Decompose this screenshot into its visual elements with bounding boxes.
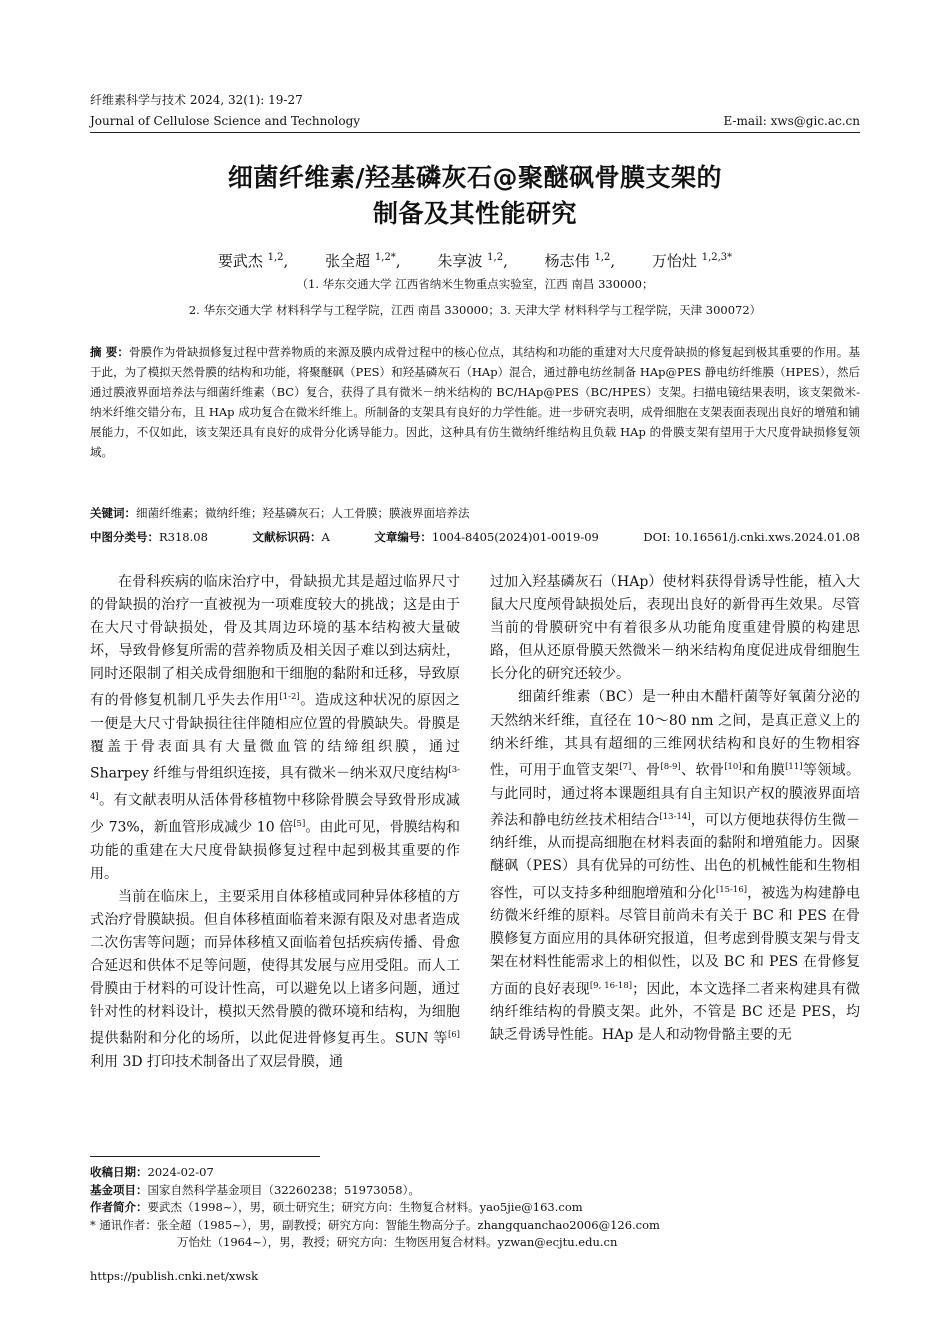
journal-en-name: Journal of Cellulose Science and Technology xyxy=(90,114,361,128)
author-list xyxy=(90,248,860,271)
citation: [3-4] xyxy=(90,765,460,803)
author-info: 作者简介：要武杰（1998~），男，硕士研究生；研究方向：生物复合材料。yao5jie@163.com xyxy=(90,1200,583,1214)
body-column-right xyxy=(490,571,860,1048)
author: 杨志伟 $^{1,2}$, xyxy=(544,252,616,270)
author: 张全超 $^{1,2*}$, xyxy=(325,252,401,270)
body-paragraph: 在骨科疾病的临床治疗中，骨缺损尤其是超过临界尺寸的骨缺损的治疗一直被视为一项难度较大的挑战；这是由于在大尺寸骨缺损处，骨及其周边环境的基本结构被大量破坏，导致骨修复所需的营养物质及相关因子难以到达病灶，同时还限制了相关成骨细胞和干细胞的黏附和迁移，导致原有的骨修复机制几乎失去作用[1-2]。造成这种状况的原因之一便是大尺寸骨缺损往往伴随相应位置的骨膜缺失。骨膜是覆盖于骨表面具有大量微血管的结缔组织膜，通过 Sharpey 纤维与骨组织连接，具有微米－纳米双尺度结构[3-4]。有文献表明从活体骨移植物中移除骨膜会导致骨形成减少 73%，新血管形成减少 10 倍[5]。由此可见，骨膜结构和功能的重建在大尺度骨缺损修复过程中起到极其重要的作用。 xyxy=(90,574,461,882)
doi: DOI: 10.16561/j.cnki.xws.2024.01.08 xyxy=(643,530,860,544)
citation: [6] xyxy=(447,1030,460,1041)
body-paragraph: 细菌纤维素（BC）是一种由木醋杆菌等好氧菌分泌的天然纳米纤维，直径在 10～80 nm 之间，是真正意义上的纳米纤维，其具有超细的三维网状结构和良好的生物相容性，可用于血管支架[7]、骨[8-9]、软骨[10]和角膜[11]等领域。与此同时，通过将本课题组具有自主知识产权的膜液界面培养法和静电纺丝技术相结合[13-14]，可以方便地获得仿生微－纳纤维，从而提高细胞在材料表面的黏附和增殖能力。因聚醚砜（PES）具有优异的可纺性、出色的机械性能和生物相容性，可以支持多种细胞增殖和分化[15-16]，被选为构建静电纺微米纤维的原料。尽管目前尚未有关于 BC 和 PES 在骨膜修复方面应用的具体研究报道，但考虑到骨膜支架与骨支架在材料性能需求上的相似性，以及 BC 和 PES 在骨修复方面的良好表现[9, 16-18]；因此，本文选择二者来构建具有微纳纤维结构的骨膜支架。此外，不管是 BC 还是 PES，均缺乏骨诱导性能。HAp 是人和动物骨骼主要的无 xyxy=(490,689,861,1044)
paper-title xyxy=(90,160,860,232)
fund-info: 基金项目：国家自然科学基金项目（32260238；51973058）。 xyxy=(90,1182,420,1197)
author: 万怡灶 $^{1,2,3*}$ xyxy=(651,252,733,270)
citation: [13-14] xyxy=(659,811,691,822)
citation: [9, 16-18] xyxy=(589,980,633,991)
journal-issue: 2024, 32(1): 19-27 xyxy=(189,93,303,107)
corresponding-author-2: 万怡灶（1964~），男，教授；研究方向：生物医用复合材料。yzwan@ecjtu.edu.cn xyxy=(177,1235,618,1249)
header-rule xyxy=(90,132,860,133)
journal-cn-name: 纤维素科学与技术 xyxy=(90,93,187,107)
journal-email: E-mail: xws@gic.ac.cn xyxy=(723,114,860,128)
affiliation-line-2: 2. 华东交通大学 材料科学与工程学院，江西 南昌 330000；3. 天津大学 材料科学与工程学院，天津 300072） xyxy=(188,303,762,317)
footer-url[interactable]: https://publish.cnki.net/xwsk xyxy=(90,1269,259,1283)
citation: [10] xyxy=(724,761,742,772)
abstract xyxy=(90,342,860,462)
author: 朱享波 $^{1,2}$, xyxy=(437,252,508,270)
citation: [11] xyxy=(785,761,803,772)
keywords-label: 关键词： xyxy=(90,506,136,520)
abstract-text: 骨膜作为骨缺损修复过程中营养物质的来源及膜内成骨过程中的核心位点，其结构和功能的重建对大尺度骨缺损的修复起到极其重要的作用。基于此，为了模拟天然骨膜的结构和功能，将聚醚砜（PES）和羟基磷灰石（HAp）混合，通过静电纺丝制备 HAp@PES 静电纺纤维膜（HPES），然后通过膜液界面培养法与细菌纤维素（BC）复合，获得了具有微米－纳米结构的 BC/HAp@PES（BC/HPES）支架。扫描电镜结果表明，该支架微米-纳米纤维交错分布，且 HAp 成功复合在微米纤维上。所制备的支架具有良好的力学性能。进一步研究表明，成骨细胞在支架表面表现出良好的增殖和铺展能力，不仅如此，该支架还具有良好的成骨分化诱导能力。因此，这种具有仿生微纳纤维结构且负载 HAp 的骨膜支架有望用于大尺度骨缺损修复领域。 xyxy=(90,345,860,459)
keywords-text: 细菌纤维素；微纳纤维；羟基磷灰石；人工骨膜；膜液界面培养法 xyxy=(136,506,470,520)
citation: [15-16] xyxy=(715,884,748,895)
body-column-left xyxy=(90,571,460,1074)
citation: [1-2] xyxy=(279,692,300,703)
body-paragraph: 过加入羟基磷灰石（HAp）使材料获得骨诱导性能，植入大鼠大尺度颅骨缺损处后，表现出良好的新骨再生效果。尽管当前的骨膜研究中有着很多从功能角度重建骨膜的构建思路，但从还原骨膜天然微米－纳米结构角度促进成骨细胞生长分化的研究还较少。 xyxy=(490,574,860,683)
journal-header xyxy=(90,92,860,129)
classification-row xyxy=(90,528,860,546)
citation: [8-9] xyxy=(660,761,681,772)
abstract-label: 摘 要： xyxy=(90,345,129,359)
footnote-rule xyxy=(90,1156,320,1157)
affiliation-line-1: （1. 华东交通大学 江西省纳米生物重点实验室，江西 南昌 330000； xyxy=(296,277,654,291)
author: 要武杰 $^{1,2}$, xyxy=(217,252,289,270)
document-code: 文献标识码：A xyxy=(252,530,330,544)
received-date: 收稿日期：2024-02-07 xyxy=(90,1165,214,1179)
article-number: 文章编号：1004-8405(2024)01-0019-09 xyxy=(374,530,599,544)
keywords xyxy=(90,504,860,522)
body-paragraph: 当前在临床上，主要采用自体移植或同种异体移植的方式治疗骨膜缺损。但自体移植面临着来源有限及对患者造成二次伤害等问题；而异体移植又面临着包括疾病传播、骨愈合延迟和供体不足等问题，使得其发展与应用受阻。而人工骨膜由于材料的可设计性高，可以避免以上诸多问题，通过针对性的材料设计，模拟天然骨膜的微环境和结构，为细胞提供黏附和分化的场所，以此促进骨修复再生。SUN 等[6]利用 3D 打印技术制备出了双层骨膜，通 xyxy=(90,888,460,1071)
citation: [5] xyxy=(293,818,306,829)
citation: [7] xyxy=(619,761,632,772)
footnotes xyxy=(90,1164,860,1252)
corresponding-author-1: * 通讯作者：张全超（1985~），男，副教授；研究方向：智能生物高分子。zhangquanchao2006@126.com xyxy=(90,1217,660,1232)
clc-number: 中图分类号：R318.08 xyxy=(90,530,208,544)
title-line-1: 细菌纤维素/羟基磷灰石@聚醚砜骨膜支架的 xyxy=(227,163,723,192)
title-line-2: 制备及其性能研究 xyxy=(372,199,577,228)
